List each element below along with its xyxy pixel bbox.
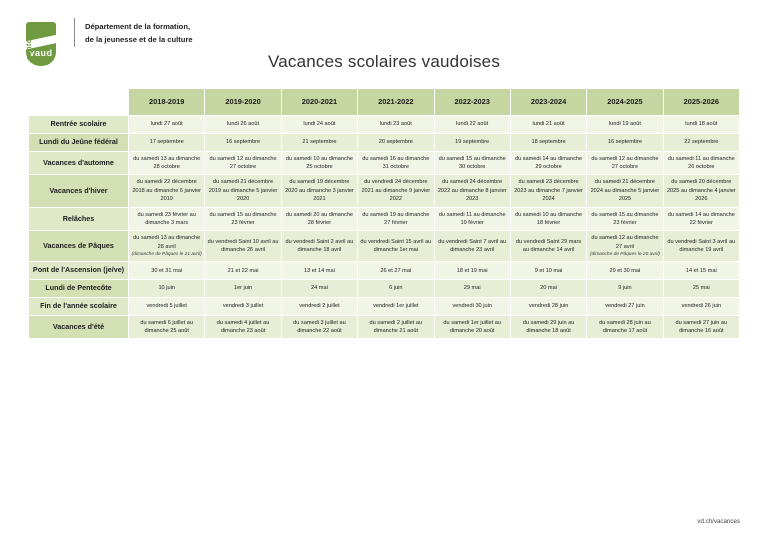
column-header-2021-2022: 2021-2022 [358,89,434,116]
table-cell: du vendredi 24 décembre 2021 au dimanche 9 janvier 2022 [358,175,434,207]
table-cell: 29 et 30 mai [587,262,663,280]
table-row [29,280,740,298]
table-cell: du samedi 13 au dimanche 28 avril (dimanche de Pâques le 21 avril) [129,231,205,262]
table-cell: du samedi 10 au dimanche 25 octobre [281,151,357,175]
table-cell: vendredi 3 juillet [205,297,281,315]
logo-vaud-label: vaud [29,48,53,58]
column-header-2025-2026: 2025-2026 [663,89,739,116]
table-cell: du vendredi Saint 29 mars au dimanche 14 avril [510,231,586,262]
table-cell: du samedi 15 au dimanche 23 février [587,207,663,231]
table-cell: du vendredi Saint 3 avril au dimanche 19 avril [663,231,739,262]
table-cell: du samedi 16 au dimanche 31 octobre [358,151,434,175]
table-cell: du samedi 15 au dimanche 30 octobre [434,151,510,175]
table-cell: 1er juin [205,280,281,298]
table-cell: du samedi 12 au dimanche 27 avril (dimanche de Pâques le 20 avril) [587,231,663,262]
table-cell: du samedi 22 décembre 2018 au dimanche 6 janvier 2019 [129,175,205,207]
table-cell: 24 mai [281,280,357,298]
table-cell: 14 et 15 mai [663,262,739,280]
table-cell: lundi 19 août [587,116,663,134]
table-cell: lundi 24 août [281,116,357,134]
table-cell: 30 et 31 mai [129,262,205,280]
table-cell: du samedi 28 juin au dimanche 17 août [587,315,663,339]
table-cell: du vendredi Saint 15 avril au dimanche 1er mai [358,231,434,262]
table-cell: 21 et 22 mai [205,262,281,280]
table-cell: du samedi 19 décembre 2020 au dimanche 3 janvier 2021 [281,175,357,207]
table-cell: du samedi 23 décembre 2023 au dimanche 7 janvier 2024 [510,175,586,207]
table-cell: vendredi 5 juillet [129,297,205,315]
row-header: Pont de l'Ascension (je/ve) [29,262,129,280]
logo-canton-label: canton de [26,22,33,60]
table-cell: du samedi 2 juillet au dimanche 21 août [358,315,434,339]
table-row [29,116,740,134]
table-cell: du samedi 6 juillet au dimanche 25 août [129,315,205,339]
table-cell: 26 et 27 mai [358,262,434,280]
table-cell: du samedi 15 au dimanche 23 février [205,207,281,231]
table-cell: 20 septembre [358,133,434,151]
row-header: Rentrée scolaire [29,116,129,134]
table-row [29,231,740,262]
table-cell: du samedi 29 juin au dimanche 18 août [510,315,586,339]
table-cell: 18 et 19 mai [434,262,510,280]
table-cell: 16 septembre [587,133,663,151]
table-cell: vendredi 26 juin [663,297,739,315]
table-cell: 17 septembre [129,133,205,151]
table-cell: du samedi 12 au dimanche 27 octobre [587,151,663,175]
table-cell: vendredi 28 juin [510,297,586,315]
row-header: Lundi de Pentecôte [29,280,129,298]
table-cell: 9 et 10 mai [510,262,586,280]
table-cell: du samedi 12 au dimanche 27 octobre [205,151,281,175]
department-block [74,18,193,47]
table-row [29,297,740,315]
row-header: Relâches [29,207,129,231]
row-header: Vacances d'automne [29,151,129,175]
row-header: Lundi du Jeûne fédéral [29,133,129,151]
table-cell: 29 mai [434,280,510,298]
table-cell: 16 septembre [205,133,281,151]
table-cell: du samedi 13 au dimanche 28 octobre [129,151,205,175]
department-line-2: de la jeunesse et de la culture [85,35,193,45]
table-row [29,315,740,339]
table-cell: 20 mai [510,280,586,298]
row-header: Vacances d'hiver [29,175,129,207]
table-cell: du samedi 11 au dimanche 19 février [434,207,510,231]
department-line-1: Département de la formation, [85,22,191,31]
table-row [29,175,740,207]
table-cell: vendredi 27 juin [587,297,663,315]
table-cell: lundi 27 août [129,116,205,134]
table-cell: lundi 22 août [434,116,510,134]
table-row [29,133,740,151]
table-cell: du samedi 19 au dimanche 27 février [358,207,434,231]
column-header-2024-2025: 2024-2025 [587,89,663,116]
table-cell: du samedi 1er juillet au dimanche 20 août [434,315,510,339]
table-cell: 9 juin [587,280,663,298]
table-cell: du vendredi Saint 2 avril au dimanche 18 avril [281,231,357,262]
column-header-2022-2023: 2022-2023 [434,89,510,116]
table-cell: 22 septembre [663,133,739,151]
table-cell: du samedi 27 juin au dimanche 16 août [663,315,739,339]
table-row [29,151,740,175]
table-cell: lundi 21 août [510,116,586,134]
table-cell: du vendredi Saint 7 avril au dimanche 23 avril [434,231,510,262]
table-cell: du samedi 4 juillet au dimanche 23 août [205,315,281,339]
table-cell: 21 septembre [281,133,357,151]
cell-note: (dimanche de Pâques le 21 avril) [131,252,202,258]
table-cell: du samedi 21 décembre 2024 au dimanche 5 janvier 2025 [587,175,663,207]
table-cell: 13 et 14 mai [281,262,357,280]
table-cell: 19 septembre [434,133,510,151]
table-cell: du samedi 23 février au dimanche 3 mars [129,207,205,231]
column-header-2018-2019: 2018-2019 [129,89,205,116]
table-cell: du samedi 3 juillet au dimanche 22 août [281,315,357,339]
holidays-table-wrapper [28,88,740,339]
table-cell: vendredi 2 juillet [281,297,357,315]
footer-url: vd.ch/vacances [697,518,740,525]
table-cell: lundi 18 août [663,116,739,134]
table-cell: lundi 26 août [205,116,281,134]
table-cell: du samedi 14 au dimanche 22 février [663,207,739,231]
cell-note: (dimanche de Pâques le 20 avril) [589,252,660,258]
row-header: Vacances de Pâques [29,231,129,262]
table-cell: du vendredi Saint 10 avril au dimanche 26 avril [205,231,281,262]
row-header: Vacances d'été [29,315,129,339]
table-body [29,116,740,339]
column-header-2019-2020: 2019-2020 [205,89,281,116]
table-cell: du samedi 24 décembre 2022 au dimanche 8 janvier 2023 [434,175,510,207]
table-cell: du samedi 20 décembre 2025 au dimanche 4 janvier 2026 [663,175,739,207]
table-cell: du samedi 14 au dimanche 29 octobre [510,151,586,175]
row-header: Fin de l'année scolaire [29,297,129,315]
column-header-2023-2024: 2023-2024 [510,89,586,116]
table-cell: 6 juin [358,280,434,298]
table-cell: du samedi 20 au dimanche 28 février [281,207,357,231]
table-cell: 10 juin [129,280,205,298]
table-header-row [29,89,740,116]
table-row [29,207,740,231]
table-cell: du samedi 10 au dimanche 18 février [510,207,586,231]
table-cell: du samedi 11 au dimanche 26 octobre [663,151,739,175]
column-header-2020-2021: 2020-2021 [281,89,357,116]
holidays-table [28,88,740,339]
page-title: Vacances scolaires vaudoises [267,52,501,71]
table-corner-cell [29,89,129,116]
table-cell: lundi 23 août [358,116,434,134]
table-cell: 18 septembre [510,133,586,151]
table-cell: 25 mai [663,280,739,298]
table-row [29,262,740,280]
table-cell: vendredi 30 juin [434,297,510,315]
table-cell: du samedi 21 décembre 2019 au dimanche 5 janvier 2020 [205,175,281,207]
table-cell: vendredi 1er juillet [358,297,434,315]
